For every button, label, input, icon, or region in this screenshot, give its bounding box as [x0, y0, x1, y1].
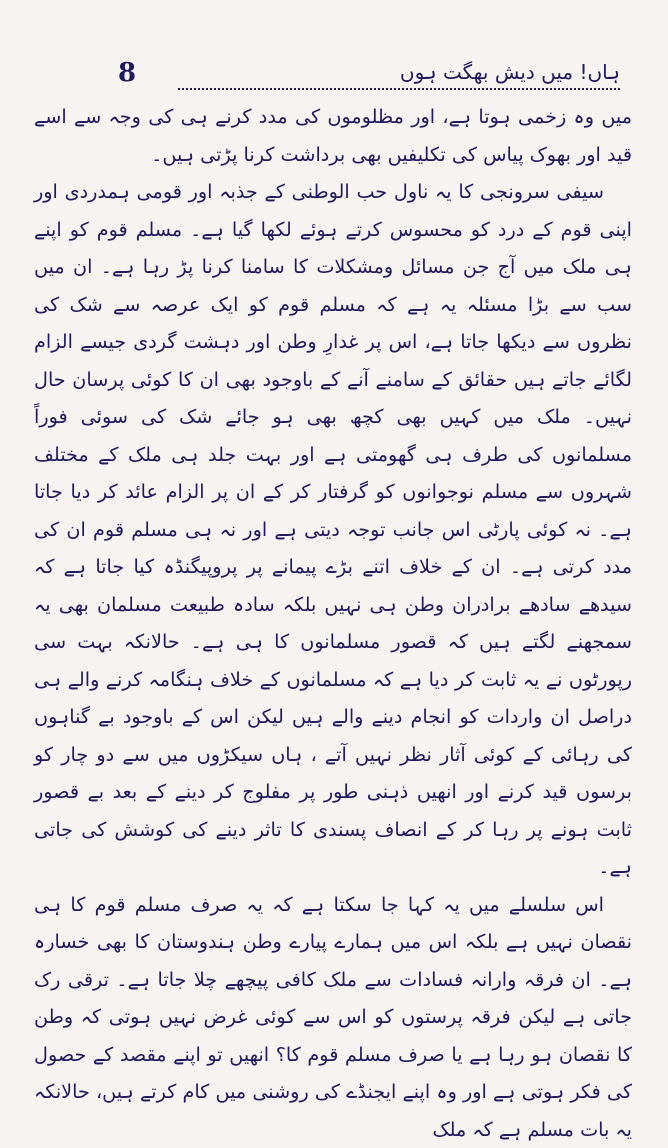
page-header [60, 58, 620, 88]
header-dotted-rule [178, 88, 620, 90]
paragraph-2: سیفی سرونجی کا یہ ناول حب الوطنی کے جذبہ اور قومی ہمدردی اور اپنی قوم کے درد کو محسوس کرتے ہوئے لکھا گیا ہے۔ مسلم قوم کو اپنے ہی ملک میں آج جن مسائل ومشکلات کا سامنا کرنا پڑ رہا ہے۔ ان میں سب سے بڑا مسئلہ یہ ہے کہ مسلم قوم کو ایک عرصہ سے شک کی نظروں سے دیکھا جاتا ہے، اس پر غدارِ وطن اور دہشت گردی جیسے الزام لگائے جاتے ہیں حقائق کے سامنے آنے کے باوجود بھی ان کا کوئی پرسان حال نہیں۔ ملک میں کہیں بھی کچھ بھی ہو جائے شک کی سوئی فوراً مسلمانوں کی طرف ہی گھومتی ہے اور بہت جلد ہی ملک کے مختلف شہروں سے مسلم نوجوانوں کو گرفتار کر کے ان پر الزام عائد کر دیا جاتا ہے۔ نہ کوئی پارٹی اس جانب توجہ دیتی ہے اور نہ ہی مسلم قوم ان کی مدد کرتی ہے۔ ان کے خلاف اتنے بڑے پیمانے پر پروپیگنڈہ کیا جاتا ہے کہ سیدھے سادھے برادران وطن ہی نہیں بلکہ سادہ طبیعت مسلمان بھی یہ سمجھنے لگتے ہیں کہ قصور مسلمانوں کا ہی ہے۔ حالانکہ بہت سی رپورٹوں نے یہ ثابت کر دیا ہے کہ مسلمانوں کے خلاف ہنگامہ کرنے والے ہی دراصل ان واردات کو انجام دینے والے ہیں لیکن اس کے باوجود بے گناہوں کی رہائی کے کوئی آثار نظر نہیں آتے ، ہاں سیکڑوں میں سے دو چار کو برسوں قید کرنے اور انھیں ذہنی طور پر مفلوج کر دینے کے بعد بے قصور ثابت ہونے پر رہا کر کے انصاف پسندی کا تاثر دینے کی کوشش کی جاتی ہے۔ [34, 173, 632, 886]
body-text [34, 98, 632, 1148]
running-title: ہاں! میں دیش بھگت ہوں [400, 60, 620, 84]
paragraph-1: میں وہ زخمی ہوتا ہے، اور مظلوموں کی مدد کرنے ہی کی وجہ سے اسے قید اور بھوک پیاس کی تکلیفیں بھی برداشت کرنا پڑتی ہیں۔ [34, 98, 632, 173]
paragraph-3: اس سلسلے میں یہ کہا جا سکتا ہے کہ یہ صرف مسلم قوم کا ہی نقصان نہیں ہے بلکہ اس میں ہمارے پیارے وطن ہندوستان کا بھی خسارہ ہے۔ ان فرقہ وارانہ فسادات سے ملک کافی پیچھے چلا جاتا ہے۔ ترقی رک جاتی ہے لیکن فرقہ پرستوں کو اس سے کوئی غرض نہیں ہوتی کہ وطن کا نقصان ہو رہا ہے یا صرف مسلم قوم کا؟ انھیں تو اپنے مقصد کے حصول کی فکر ہوتی ہے اور وہ اپنے ایجنڈے کی روشنی میں کام کرتے ہیں، حالانکہ یہ بات مسلم ہے کہ ملک [34, 886, 632, 1148]
page-number: 8 [118, 58, 136, 88]
